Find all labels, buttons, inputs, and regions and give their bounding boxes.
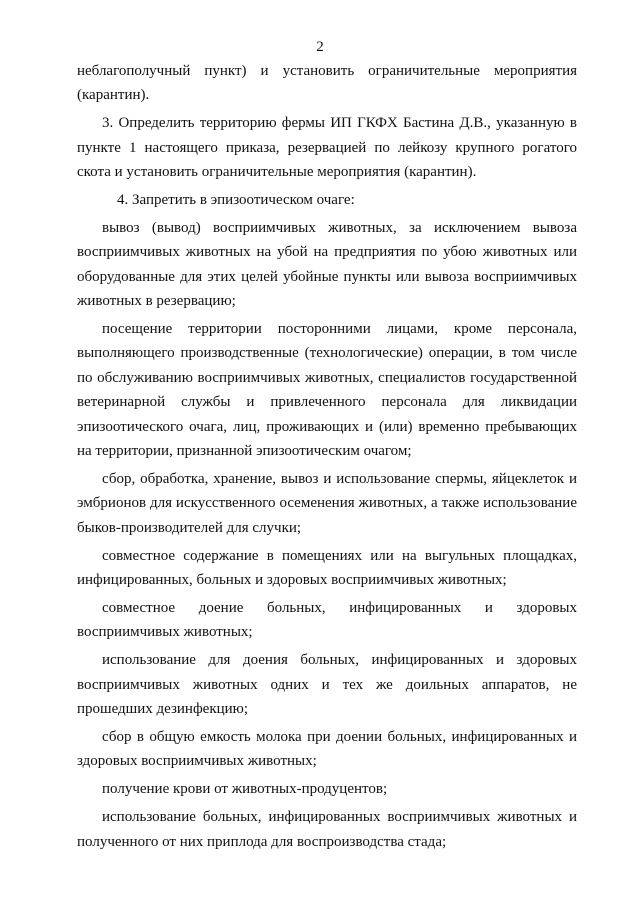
prohibition-reproduction-use: использование больных, инфицированных восприимчивых животных и полученного от них приплода для воспроизводства стада; [77,809,577,850]
prohibition-export-animals: вывоз (вывод) восприимчивых животных, за исключением вывоза восприимчивых животных на убой на предприятия по убою животных или оборудованные для этих целей убойные пункты или вывоза восприимчивых животных в резервацию; [77,219,577,310]
prohibition-blood-collection: получение крови от животных-продуцентов; [102,781,388,798]
paragraph-item-3: 3. Определить территорию фермы ИП ГКФХ Бастина Д.В., указанную в пункте 1 настоящего приказа, резервацией по лейкозу крупного рогатого скота и установить ограничительные мероприятия (карантин). [77,115,577,181]
prohibition-sperm-embryos: сбор, обработка, хранение, вывоз и использование спермы, яйцеклеток и эмбрионов для искусственного осеменения животных, а также использование быков-производителей для случки; [77,471,577,536]
prohibition-common-milk-container: сбор в общую емкость молока при доении больных, инфицированных и здоровых восприимчивых животных; [77,729,577,770]
prohibition-joint-milking: совместное доение больных, инфицированных и здоровых восприимчивых животных; [77,600,577,641]
paragraph-continuation: неблагополучный пункт) и установить ограничительные мероприятия (карантин). [77,63,577,104]
document-body [77,59,577,858]
prohibition-joint-keeping: совместное содержание в помещениях или на выгульных площадках, инфицированных, больных и здоровых восприимчивых животных; [77,547,577,589]
prohibition-shared-milking-machines: использование для доения больных, инфицированных и здоровых восприимчивых животных одних и тех же доильных аппаратов, не прошедших дезинфекцию; [77,652,577,718]
prohibition-visiting-territory: посещение территории посторонними лицами, кроме персонала, выполняющего производственные (технологические) операции, в том числе по обслуживанию восприимчивых животных, специалистов государственной ветеринарной службы и привлеченного персонала для ликвидации эпизоотического очага, лиц, проживающих и (или) временно пребывающих на территории, признанной эпизоотическим очагом; [77,321,577,460]
paragraph-item-4: 4. Запретить в эпизоотическом очаге: [117,192,355,209]
page-number: 2 [316,39,324,55]
